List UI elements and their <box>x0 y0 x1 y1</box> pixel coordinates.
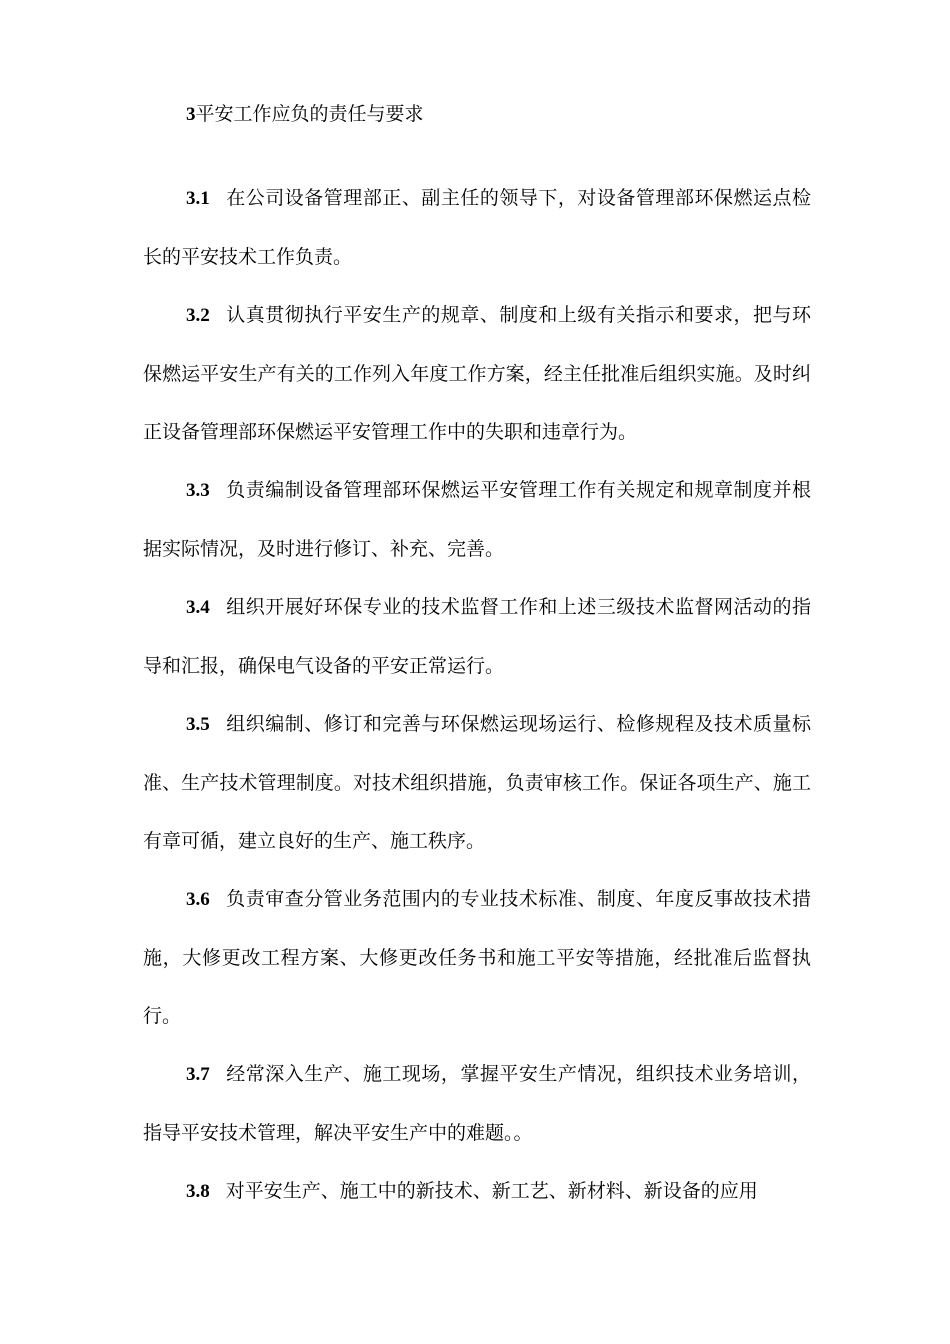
paragraph-3-8 <box>143 1162 811 1221</box>
paragraph-3-2 <box>143 286 811 461</box>
clause-number: 3.6 <box>186 889 210 910</box>
clause-number: 3.8 <box>186 1181 210 1202</box>
clause-number: 3.7 <box>186 1064 210 1085</box>
paragraph-3-6 <box>143 870 811 1045</box>
clause-text: 负责编制设备管理部环保燃运平安管理工作有关规定和规章制度并根据实际情况，及时进行修订、补充、完善。 <box>143 479 811 560</box>
paragraph-3-3 <box>143 461 811 578</box>
section-title: 平安工作应负的责任与要求 <box>195 103 424 125</box>
clause-number: 3.4 <box>186 597 210 618</box>
paragraph-3-4 <box>143 578 811 695</box>
clause-text: 在公司设备管理部正、副主任的领导下，对设备管理部环保燃运点检长的平安技术工作负责。 <box>143 187 811 268</box>
clause-number: 3.3 <box>186 480 210 501</box>
clause-text: 认真贯彻执行平安生产的规章、制度和上级有关指示和要求，把与环保燃运平安生产有关的工作列入年度工作方案，经主任批准后组织实施。及时纠正设备管理部环保燃运平安管理工作中的失职和违章行为。 <box>143 304 811 443</box>
paragraph-3-1 <box>143 169 811 286</box>
section-heading <box>143 85 811 144</box>
clause-text: 经常深入生产、施工现场，掌握平安生产情况，组织技术业务培训，指导平安技术管理，解决平安生产中的难题。。 <box>143 1063 811 1144</box>
clause-text: 组织开展好环保专业的技术监督工作和上述三级技术监督网活动的指导和汇报，确保电气设备的平安正常运行。 <box>143 596 811 677</box>
paragraph-3-5 <box>143 695 811 870</box>
clause-number: 3.5 <box>186 714 210 735</box>
clause-number: 3.2 <box>186 305 210 326</box>
clause-number: 3.1 <box>186 188 210 209</box>
section-number: 3 <box>186 104 196 125</box>
clause-text: 组织编制、修订和完善与环保燃运现场运行、检修规程及技术质量标准、生产技术管理制度。对技术组织措施，负责审核工作。保证各项生产、施工有章可循，建立良好的生产、施工秩序。 <box>143 713 811 852</box>
clause-text: 对平安生产、施工中的新技术、新工艺、新材料、新设备的应用 <box>225 1180 758 1202</box>
clause-text: 负责审查分管业务范围内的专业技术标准、制度、年度反事故技术措施，大修更改工程方案、大修更改任务书和施工平安等措施，经批准后监督执行。 <box>143 888 811 1027</box>
document-page <box>143 85 811 1221</box>
paragraph-3-7 <box>143 1045 811 1162</box>
